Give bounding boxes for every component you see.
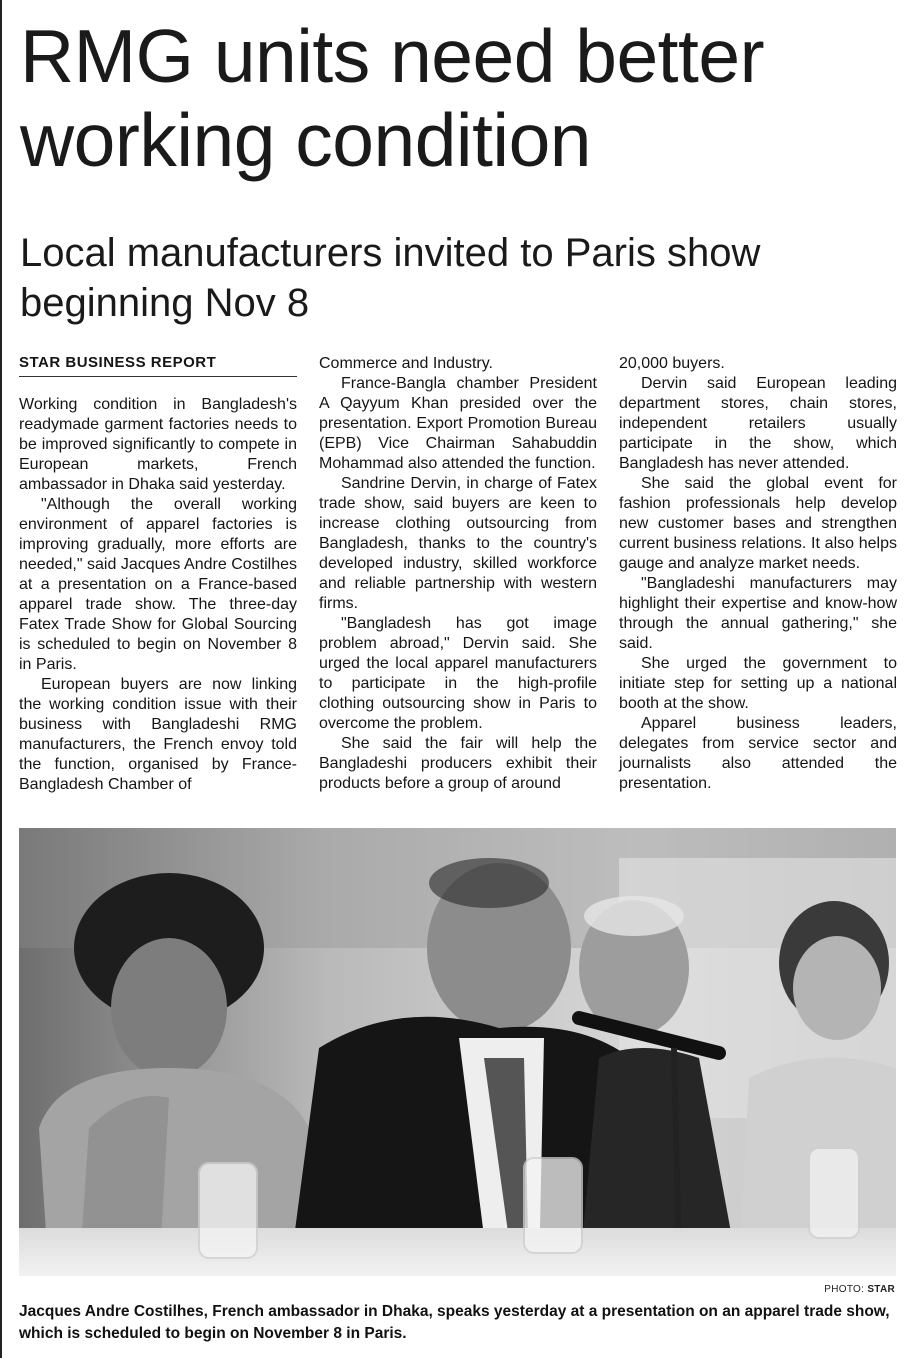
page-left-rule [0, 0, 2, 1358]
paragraph: Sandrine Dervin, in charge of Fatex trade show, said buyers are keen to increase clothing outsourcing from Bangladesh, thanks to the country's developed industry, skilled workforce and reliable partnership with western firms. [319, 475, 597, 612]
paragraph: France-Bangla chamber President A Qayyum Khan presided over the presentation. Export Promotion Bureau (EPB) Vice Chairman Sahabuddin Mohammad also attended the function. [319, 375, 597, 472]
article-body [19, 353, 899, 813]
paragraph: "Bangladesh has got image problem abroad," Dervin said. She urged the local apparel manufacturers to participate in the high-profile clothing outsourcing show in Paris to overcome the problem. [319, 615, 597, 732]
photo-caption: Jacques Andre Costilhes, French ambassador in Dhaka, speaks yesterday at a presentation on an apparel trade show, which is scheduled to begin on November 8 in Paris. [19, 1303, 890, 1342]
photo-credit-label: PHOTO: [824, 1284, 865, 1295]
article-column-3 [619, 354, 897, 794]
headline: RMG units need better working condition [20, 14, 765, 182]
photo-credit [824, 1284, 895, 1296]
paragraph: Commerce and Industry. [319, 355, 493, 372]
byline: STAR BUSINESS REPORT [19, 353, 297, 377]
paragraph: Dervin said European leading department stores, chain stores, independent retailers usually participate in the show, which Bangladesh has never attended. [619, 375, 897, 472]
paragraph: European buyers are now linking the working condition issue with their business with Bangladeshi RMG manufacturers, the French envoy told the function, organised by France-Bangladesh Chamber of [19, 676, 297, 793]
photo-credit-source: STAR [867, 1284, 895, 1295]
paragraph: "Although the overall working environment of apparel factories is improving gradually, more efforts are needed," said Jacques Andre Costilhes at a presentation on a France-based apparel trade show. The three-day Fatex Trade Show for Global Sourcing is scheduled to begin on November 8 in Paris. [19, 496, 297, 673]
news-photo [19, 828, 896, 1276]
paragraph: She said the global event for fashion professionals help develop new customer bases and strengthen current business relations. It also helps gauge and analyze market needs. [619, 475, 897, 572]
paragraph: She urged the government to initiate step for setting up a national booth at the show. [619, 655, 897, 712]
article-column-1 [19, 353, 297, 795]
paragraph: Working condition in Bangladesh's readymade garment factories needs to be improved significantly to compete in European markets, French ambassador in Dhaka said yesterday. [19, 396, 297, 493]
paragraph: Apparel business leaders, delegates from service sector and journalists also attended the presentation. [619, 715, 897, 792]
subheadline: Local manufacturers invited to Paris show beginning Nov 8 [20, 231, 761, 325]
paragraph: 20,000 buyers. [619, 355, 725, 372]
paragraph: She said the fair will help the Bangladeshi producers exhibit their products before a group of around [319, 735, 597, 792]
photo-illustration [19, 828, 896, 1276]
paragraph: "Bangladeshi manufacturers may highlight their expertise and know-how through the annual gathering," she said. [619, 575, 897, 652]
article-column-2 [319, 354, 597, 794]
